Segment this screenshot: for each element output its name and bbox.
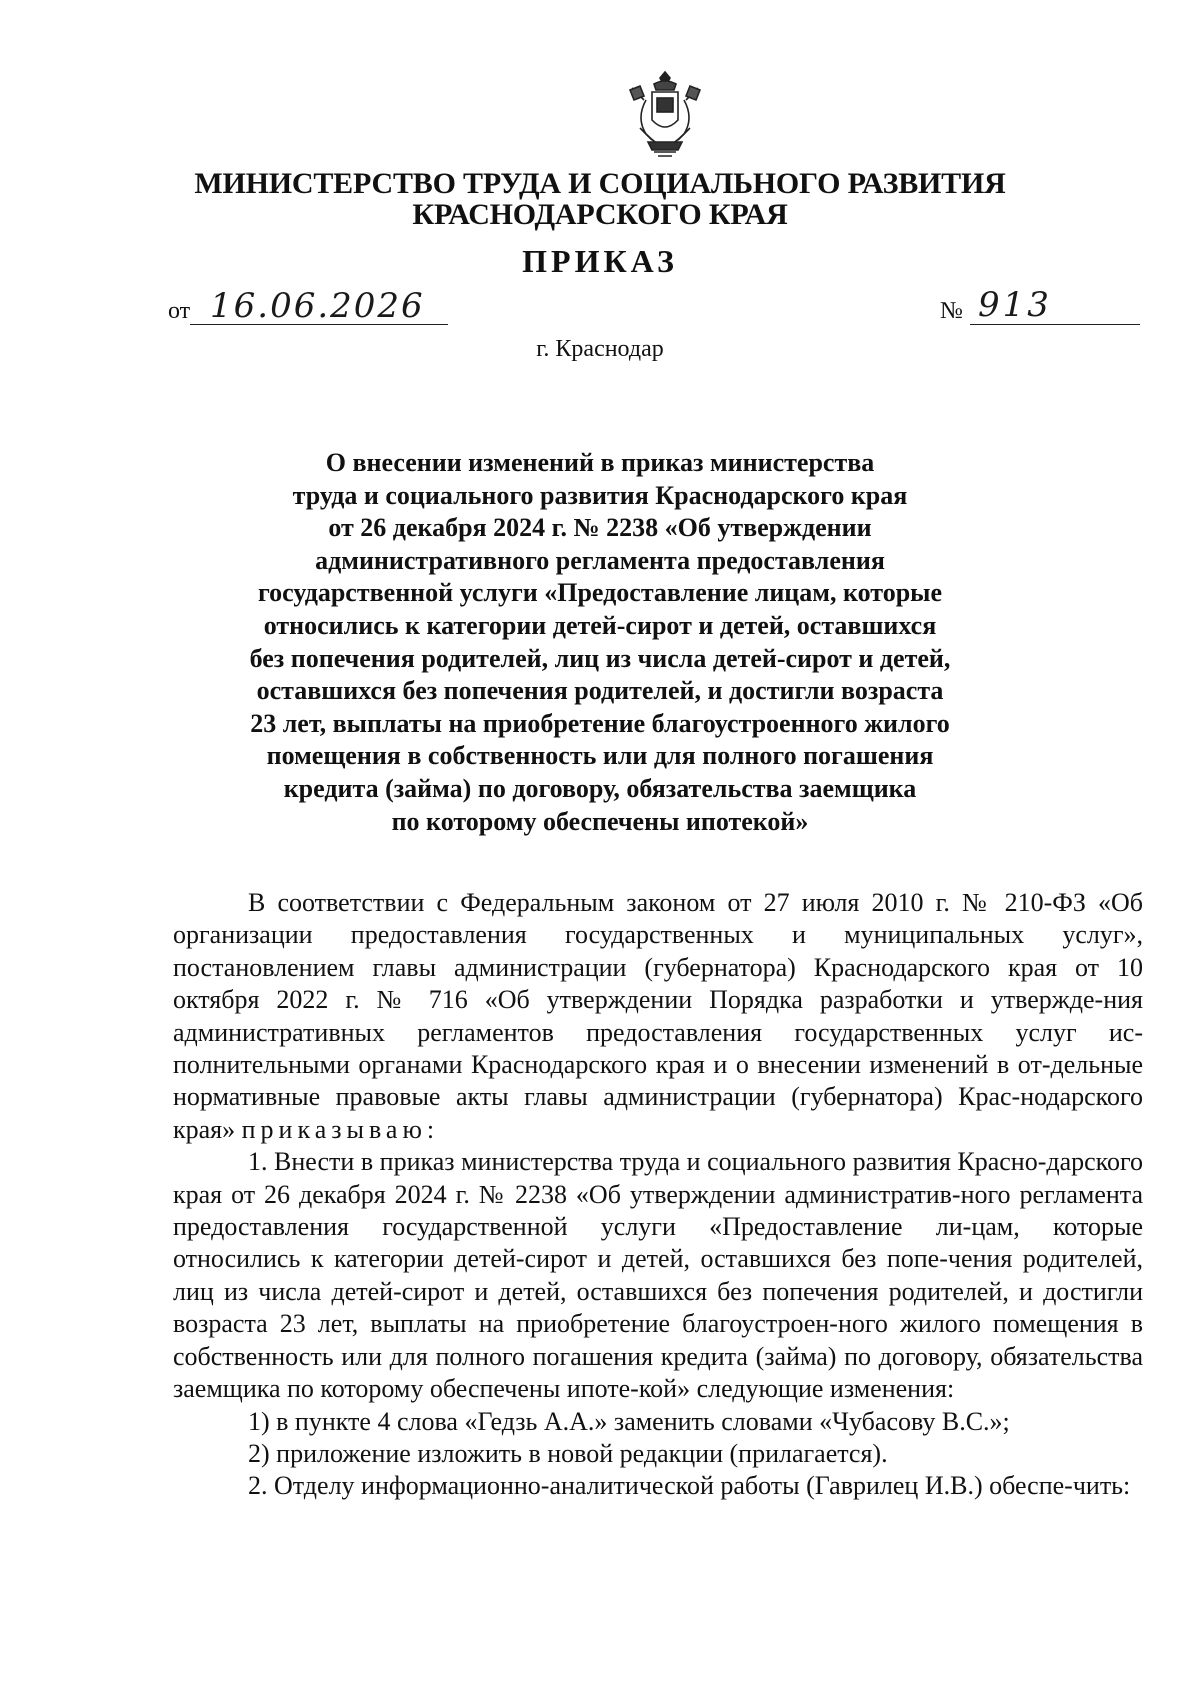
title-line: помещения в собственность или для полного погашения [266,741,934,771]
item-2-paragraph: 2. Отделу информационно-аналитической работы (Гаврилец И.В.) обеспе-чить: [248,1471,1131,1501]
title-line: по которому обеспечены ипотекой» [391,806,809,836]
order-title [150,447,1050,838]
item-1-subitem-1: 1) в пункте 4 слова «Гедзь А.А.» заменить словами «Чубасову В.С.»; [248,1406,1010,1436]
order-body [173,887,1143,1503]
krasnodar-coat-of-arms-icon [624,70,706,162]
title-line: оставшихся без попечения родителей, и достигли возраста [256,676,944,706]
preamble-text: В соответствии с Федеральным законом от 27 июля 2010 г. № 210-ФЗ «Об организации предоставления государственных и муниципальных услуг», постановлением главы администрации (губернатора) Краснодарского края от 10 октября 2022 г. № 716 «Об утверждении Порядка разработки и утвержде-ния административных регламентов предоставления государственных услуг ис-полнительными органами Краснодарского края и о внесении изменений в от-дельные нормативные правовые акты главы администрации (губернатора) Крас-нодарского края» [173,888,1143,1144]
ministry-name-line1: МИНИСТЕРСТВО ТРУДА И СОЦИАЛЬНОГО РАЗВИТИЯ [194,167,1006,200]
title-line: кредита (займа) по договору, обязательства заемщика [283,773,917,803]
title-line: административного регламента предоставления [315,545,885,575]
number-prefix: № [940,298,963,324]
title-line: от 26 декабря 2024 г. № 2238 «Об утверждении [328,513,872,543]
title-line: государственной услуги «Предоставление лицам, которые [257,578,943,608]
title-line: относились к категории детей-сирот и детей, оставшихся [263,610,937,640]
order-word: приказываю: [241,1114,440,1144]
handwritten-number: 913 [978,285,1052,325]
item-1-paragraph: 1. Внести в приказ министерства труда и социального развития Красно-дарского края от 26 декабря 2024 г. № 2238 «Об утверждении административ-ного регламента предоставления государственной услуги «Предоставление ли-цам, которые относились к категории детей-сирот и детей, оставшихся без попе-чения родителей, лиц из числа детей-сирот и детей, оставшихся без попечения родителей, и достигли возраста 23 лет, выплаты на приобретение благоустроен-ного жилого помещения в собственность или для полного погашения кредита (займа) по договору, обязательства заемщика по которому обеспечены ипоте-кой» следующие изменения: [173,1147,1143,1404]
preamble-paragraph [173,887,1143,1146]
handwritten-date: 16.06.2026 [210,286,425,326]
date-prefix: от [168,298,191,324]
city-name: г. Краснодар [536,336,664,362]
ministry-name-line2: КРАСНОДАРСКОГО КРАЯ [412,198,788,231]
title-line: О внесении изменений в приказ министерства [325,448,875,477]
title-line: без попечения родителей, лиц из числа детей-сирот и детей, [249,643,951,673]
item-1-subitem-2: 2) приложение изложить в новой редакции (прилагается). [248,1438,888,1468]
title-line: 23 лет, выплаты на приобретение благоустроенного жилого [250,708,950,738]
document-type: ПРИКАЗ [522,243,678,279]
title-line: труда и социального развития Краснодарского края [292,480,908,510]
